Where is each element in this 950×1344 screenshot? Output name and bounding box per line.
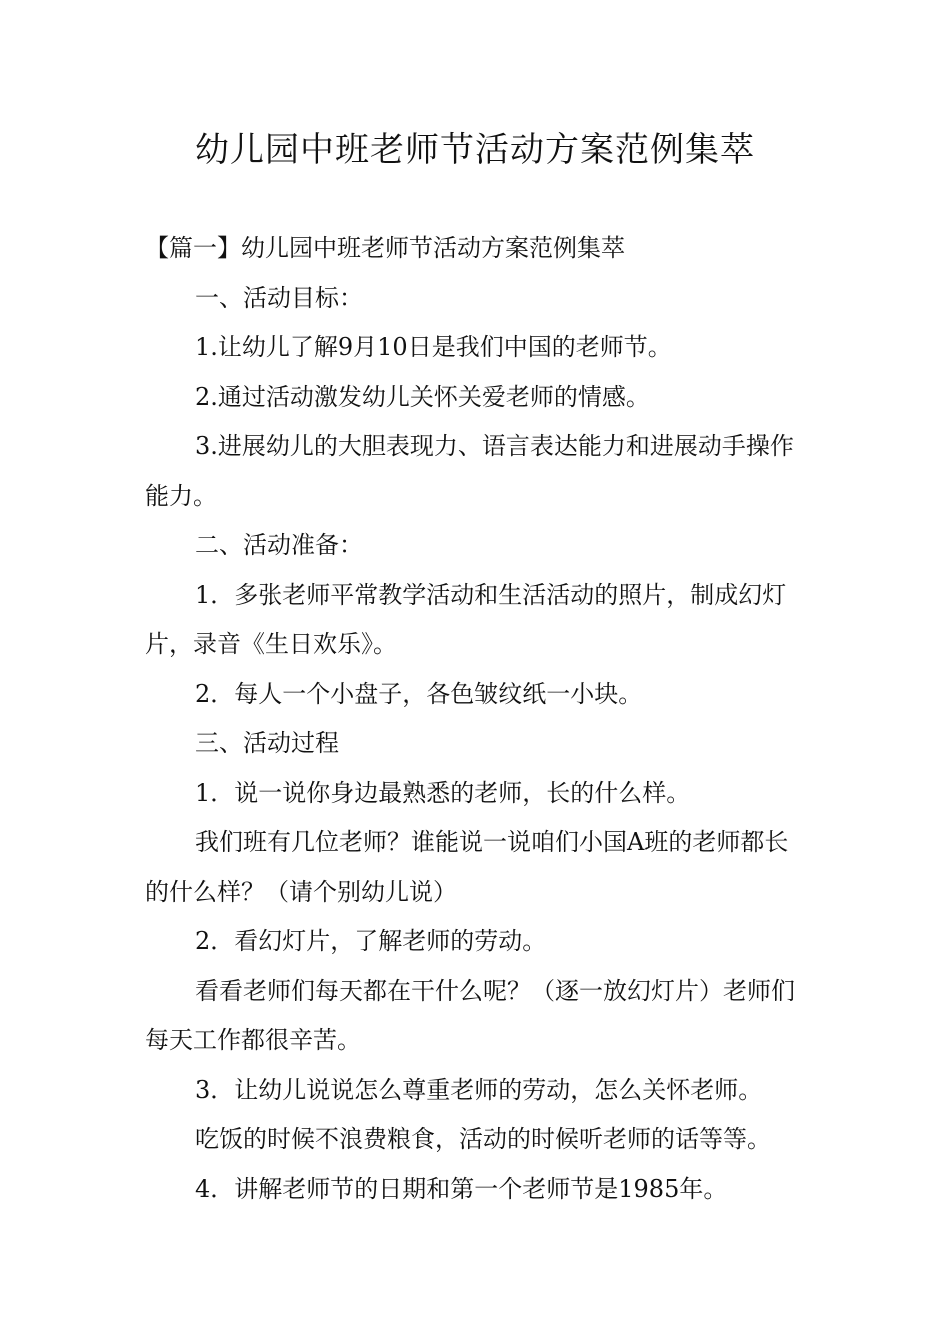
process-step-3: 3．让幼儿说说怎么尊重老师的劳动，怎么关怀老师。 <box>195 1075 763 1104</box>
process-step-1-detail: 我们班有几位老师？谁能说一说咱们小国A班的老师都长的什么样？（请个别幼儿说） <box>145 828 789 906</box>
process-step-3-detail: 吃饭的时候不浪费粮食，活动的时候听老师的话等等。 <box>195 1125 771 1153</box>
process-step-2: 2．看幻灯片，了解老师的劳动。 <box>195 927 547 955</box>
document-body <box>145 224 807 1214</box>
heading-activity-process: 三、活动过程 <box>195 729 339 757</box>
heading-activity-preparation: 二、活动准备： <box>195 531 363 559</box>
document-title: 幼儿园中班老师节活动方案范例集萃 <box>195 130 755 170</box>
preparation-item-1: 1．多张老师平常教学活动和生活活动的照片，制成幻灯片，录音《生日欢乐》。 <box>145 580 787 658</box>
heading-activity-goals: 一、活动目标： <box>195 283 363 312</box>
process-step-1: 1．说一说你身边最熟悉的老师，长的什么样。 <box>195 778 691 807</box>
section-heading-part-one: 【篇一】幼儿园中班老师节活动方案范例集萃 <box>145 234 625 262</box>
goal-item-2: 2.通过活动激发幼儿关怀关爱老师的情感。 <box>195 382 650 411</box>
preparation-item-2: 2．每人一个小盘子，各色皱纹纸一小块。 <box>195 679 643 708</box>
goal-item-3: 3.进展幼儿的大胆表现力、语言表达能力和进展动手操作能力。 <box>145 432 794 510</box>
process-step-4: 4．讲解老师节的日期和第一个老师节是1985年。 <box>195 1174 728 1203</box>
goal-item-1: 1.让幼儿了解9月10日是我们中国的老师节。 <box>195 333 672 361</box>
process-step-2-detail: 看看老师们每天都在干什么呢？（逐一放幻灯片）老师们每天工作都很辛苦。 <box>145 976 795 1054</box>
